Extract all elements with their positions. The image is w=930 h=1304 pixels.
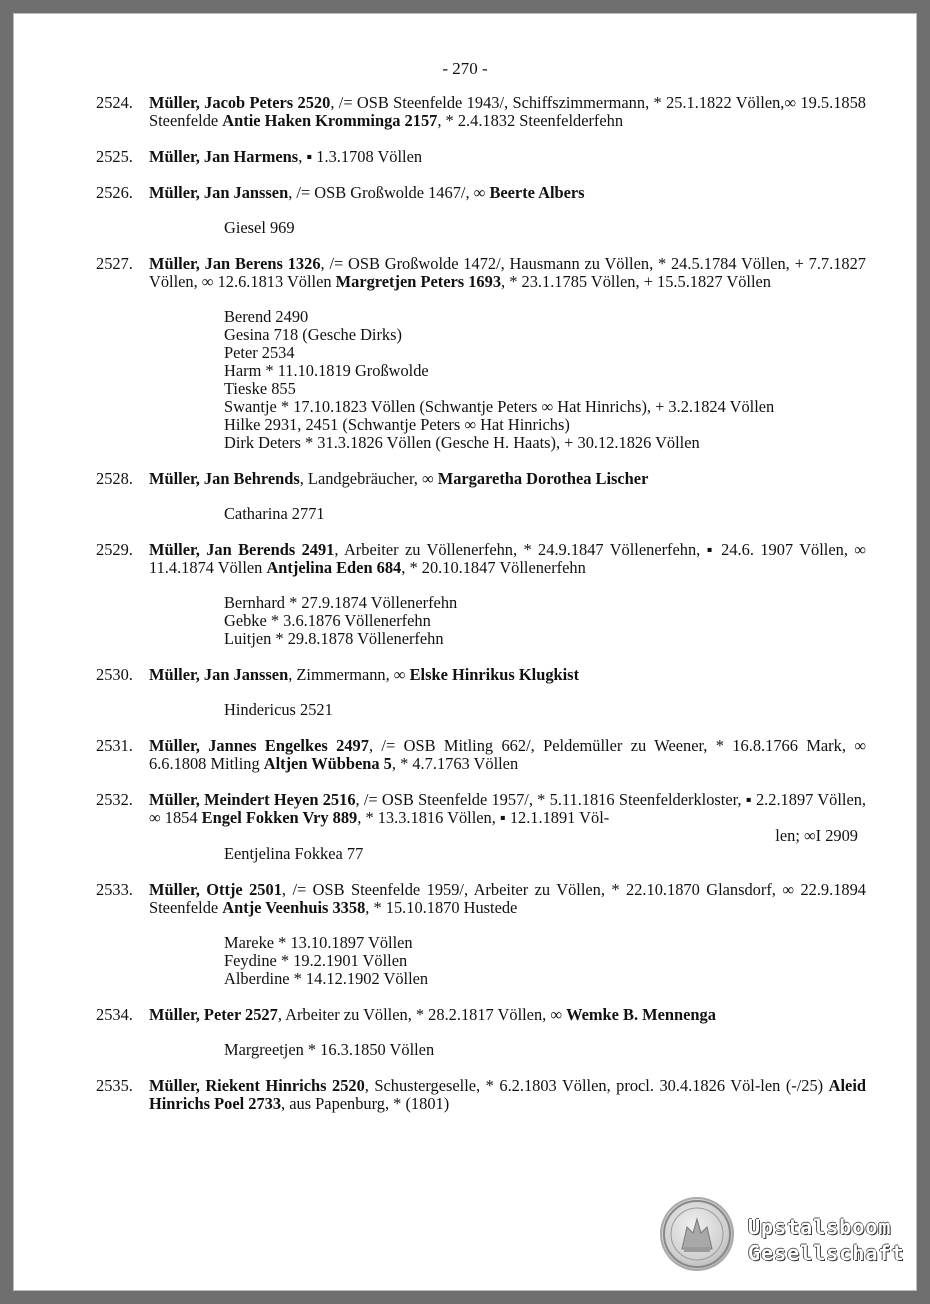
person-name: Aleid Hinrichs Poel 2733	[149, 1076, 866, 1113]
children-list	[149, 1041, 866, 1059]
entry	[96, 184, 866, 237]
children-list	[149, 701, 866, 719]
entry-text	[149, 1006, 866, 1024]
person-name: Müller, Ottje 2501	[149, 880, 282, 899]
person-name: Müller, Jacob Peters 2520	[149, 93, 331, 112]
entry-text	[149, 666, 866, 684]
child-item: Gebke * 3.6.1876 Völlenerfehn	[224, 611, 431, 630]
entry	[96, 881, 866, 988]
entry-number: 2531.	[96, 736, 133, 755]
entry-detail: , /= OSB Großwolde 1472/, Hausmann zu Völlen, * 24.5.1784 Völlen, + 7.7.1827 Völlen, ∞ 12.6.1813 Völlen	[149, 254, 867, 291]
child-item: Tieske 855	[224, 379, 296, 398]
entry-text	[149, 881, 866, 917]
entry-number: 2533.	[96, 880, 133, 899]
entry-detail: , /= OSB Mitling 662/, Peldemüller zu Weener, * 16.8.1766 Mark, ∞ 6.6.1808 Mitling	[149, 736, 867, 773]
entry-number: 2524.	[96, 93, 133, 112]
brand-line-1: Upstalsboom	[748, 1215, 892, 1239]
person-name: Müller, Meindert Heyen 2516	[149, 790, 356, 809]
child-item: Margreetjen * 16.3.1850 Völlen	[224, 1040, 435, 1059]
entry-detail: , aus Papenburg, * (1801)	[281, 1094, 450, 1113]
entry-detail: , * 15.10.1870 Hustede	[365, 898, 518, 917]
person-name: Altjen Wübbena 5	[263, 754, 392, 773]
child-item: Hilke 2931, 2451 (Schwantje Peters ∞ Hat Hinrichs)	[224, 415, 570, 434]
entry-text	[149, 737, 866, 773]
entry-detail: , * 4.7.1763 Völlen	[391, 754, 519, 773]
entry-number: 2525.	[96, 147, 133, 166]
entry-number: 2527.	[96, 254, 133, 273]
person-name: Elske Hinrikus Klugkist	[409, 665, 580, 684]
entry-detail: , Arbeiter zu Völlenerfehn, * 24.9.1847 Völlenerfehn, ▪ 24.6. 1907 Völlen, ∞ 11.4.1874 Völlen	[149, 540, 866, 577]
child-item: Giesel 969	[224, 218, 295, 237]
person-name: Antje Veenhuis 3358	[222, 898, 366, 917]
entry-number: 2530.	[96, 665, 133, 684]
child-item: Swantje * 17.10.1823 Völlen (Schwantje Peters ∞ Hat Hinrichs), + 3.2.1824 Völlen	[224, 397, 775, 416]
children-list	[149, 934, 866, 988]
child-item: Luitjen * 29.8.1878 Völlenerfehn	[224, 629, 444, 648]
brand-line-2: Gesellschaft	[748, 1241, 905, 1265]
person-name: Engel Fokken Vry 889	[201, 808, 358, 827]
child-item: Alberdine * 14.12.1902 Völlen	[224, 969, 429, 988]
entry-detail: , * 2.4.1832 Steenfelderfehn	[437, 111, 624, 130]
entry-text	[149, 184, 866, 202]
entry-detail: , ▪ 1.3.1708 Völlen	[298, 147, 423, 166]
entry-text	[149, 470, 866, 488]
entry-detail: , Arbeiter zu Völlen, * 28.2.1817 Völlen, ∞	[277, 1005, 567, 1024]
child-item: Gesina 718 (Gesche Dirks)	[224, 325, 402, 344]
person-name: Margaretha Dorothea Lischer	[437, 469, 649, 488]
children-list	[149, 845, 866, 863]
child-item: Bernhard * 27.9.1874 Völlenerfehn	[224, 593, 458, 612]
entry-detail: , * 20.10.1847 Völlenerfehn	[401, 558, 586, 577]
entry-text	[149, 94, 866, 130]
person-name: Müller, Jan Harmens	[149, 147, 299, 166]
child-item: Harm * 11.10.1819 Großwolde	[224, 361, 429, 380]
person-name: Wemke B. Mennenga	[566, 1005, 716, 1024]
society-name	[748, 1214, 905, 1266]
person-name: Müller, Jan Behrends	[149, 469, 300, 488]
entry-number: 2535.	[96, 1076, 133, 1095]
entry-detail: , /= OSB Großwolde 1467/, ∞	[288, 183, 490, 202]
entry-text	[149, 148, 866, 166]
child-item: Feydine * 19.2.1901 Völlen	[224, 951, 408, 970]
child-item: Dirk Deters * 31.3.1826 Völlen (Gesche H. Haats), + 30.12.1826 Völlen	[224, 433, 700, 452]
entry-detail: , /= OSB Steenfelde 1959/, Arbeiter zu Völlen, * 22.10.1870 Glansdorf, ∞ 22.9.1894 Steenfelde	[149, 880, 867, 917]
person-name: Müller, Jannes Engelkes 2497	[149, 736, 369, 755]
child-item: Peter 2534	[224, 343, 295, 362]
child-item: Eentjelina Fokkea 77	[224, 844, 364, 863]
entry-number: 2529.	[96, 540, 133, 559]
person-name: Müller, Jan Janssen	[149, 183, 289, 202]
person-name: Antjelina Eden 684	[266, 558, 402, 577]
entry	[96, 1006, 866, 1059]
entry-detail: , * 23.1.1785 Völlen, + 15.5.1827 Völlen	[501, 272, 772, 291]
entry-continuation: len; ∞I 2909	[775, 826, 858, 845]
entry-text	[149, 255, 866, 291]
entry	[96, 1077, 866, 1113]
children-list	[149, 594, 866, 648]
entry	[96, 737, 866, 773]
entry-text	[149, 1077, 866, 1113]
children-list	[149, 505, 866, 523]
children-list	[149, 219, 866, 237]
person-name: Müller, Jan Janssen	[149, 665, 289, 684]
entry-detail: , * 13.3.1816 Völlen, ▪ 12.1.1891 Völ-	[357, 808, 610, 827]
children-list	[149, 308, 866, 452]
entry-detail: , Schustergeselle, * 6.2.1803 Völlen, procl. 30.4.1826 Völ-len (-/25)	[364, 1076, 829, 1095]
entry	[96, 94, 866, 130]
society-seal-logo	[660, 1197, 734, 1271]
entry	[96, 148, 866, 166]
entry-number: 2526.	[96, 183, 133, 202]
entry-text	[149, 541, 866, 577]
person-name: Beerte Albers	[489, 183, 585, 202]
child-item: Catharina 2771	[224, 504, 325, 523]
page-number: - 270 -	[442, 59, 488, 78]
person-name: Müller, Riekent Hinrichs 2520	[149, 1076, 365, 1095]
person-name: Müller, Jan Berends 2491	[149, 540, 335, 559]
person-name: Müller, Jan Berens 1326	[149, 254, 321, 273]
person-name: Müller, Peter 2527	[149, 1005, 278, 1024]
person-name: Antie Haken Kromminga 2157	[222, 111, 438, 130]
entry	[96, 791, 866, 863]
entry-detail: , Landgebräucher, ∞	[299, 469, 438, 488]
person-name: Margretjen Peters 1693	[335, 272, 502, 291]
genealogy-entries	[96, 94, 866, 1113]
entry	[96, 541, 866, 648]
child-item: Berend 2490	[224, 307, 309, 326]
entry-number: 2532.	[96, 790, 133, 809]
entry	[96, 470, 866, 523]
entry-detail: , /= OSB Steenfelde 1943/, Schiffszimmermann, * 25.1.1822 Völlen,∞ 19.5.1858 Steenfelde	[149, 93, 866, 130]
entry	[96, 255, 866, 452]
entry-number: 2534.	[96, 1005, 133, 1024]
entry-detail: , /= OSB Steenfelde 1957/, * 5.11.1816 Steenfelderkloster, ▪ 2.2.1897 Völlen, ∞ 1854	[149, 790, 867, 827]
child-item: Hindericus 2521	[224, 700, 333, 719]
child-item: Mareke * 13.10.1897 Völlen	[224, 933, 413, 952]
entry-text	[149, 791, 866, 827]
entry	[96, 666, 866, 719]
entry-detail: , Zimmermann, ∞	[288, 665, 410, 684]
entry-number: 2528.	[96, 469, 133, 488]
